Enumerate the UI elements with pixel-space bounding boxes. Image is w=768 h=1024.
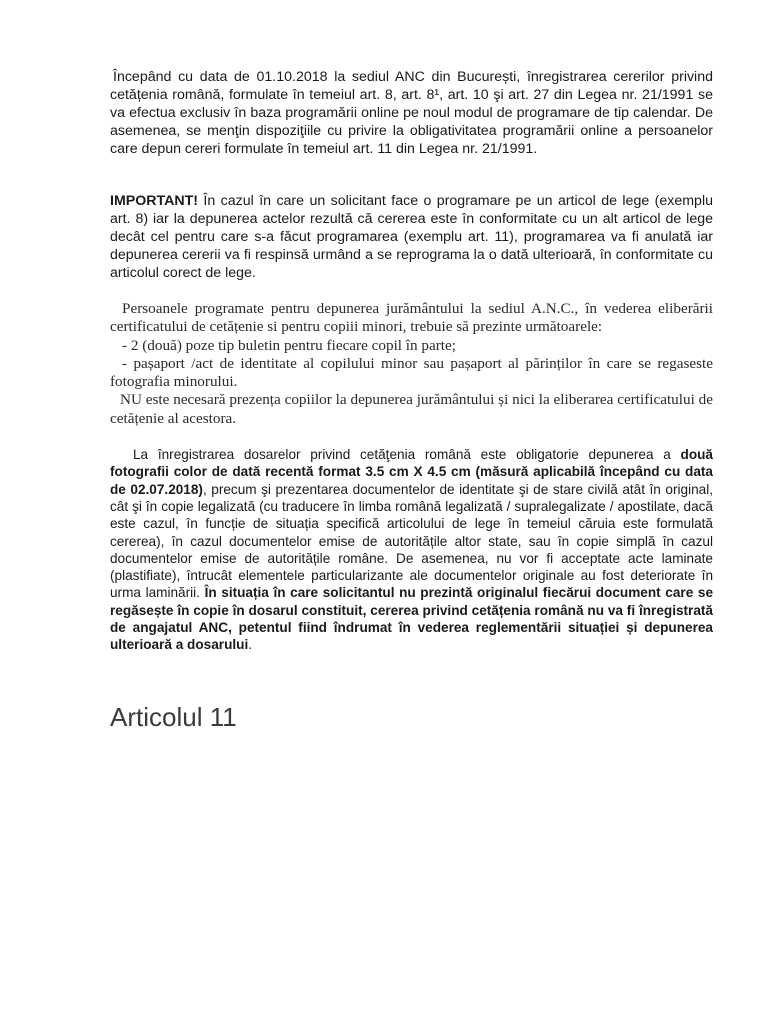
important-label: IMPORTANT! xyxy=(110,193,198,209)
paragraph-oath-requirements xyxy=(110,300,713,428)
important-text: În cazul în care un solicitant face o programare pe un articol de lege (exemplu art. 8) iar la depunerea actelor rezultă că cererea este în conformitate cu un alt articol de lege decât cel pentru care s-a făcut programarea (exemplu art. 11), programarea va fi anulată iar depunerea cererii va fi respinsă urmând a se reprograma la o dată ulterioară, în conformitate cu articolul corect de lege. xyxy=(110,193,713,281)
document-page xyxy=(110,68,713,750)
dossier-bold-photos: două fotografii color de dată recentă format 3.5 cm X 4.5 cm (măsură aplicabilă începând cu data de 02.07.2018) xyxy=(110,447,713,497)
dossier-text-2: , precum şi prezentarea documentelor de identitate şi de stare civilă atât în original, cât şi în copie legalizată (cu traducere în limba română legalizată / supralegalizate / apostilate, dacă este cazul, în funcție de situația specifică articolului de lege în temeiul căruia este formulată cererea), în cazul documentelor emise de autoritățile altor state, sau în copie simplă în cazul documentelor emise de autoritățile române. De asemenea, nu vor fi acceptate acte laminate (plastifiate), întrucât elementele particularizante ale documentelor originale au fost deteriorate în urma laminării. xyxy=(110,481,714,601)
section-heading: Articolul 11 xyxy=(110,701,237,732)
oath-intro: Persoanele programate pentru depunerea jurământului la sediul A.N.C., în vederea eliberării certificatului de cetățenie si pentru copiii minori, trebuie să prezinte următoarele: xyxy=(110,300,713,336)
oath-note: NU este necesară prezența copiilor la depunerea jurământului și nici la eliberarea certificatului de cetățenie al acestora. xyxy=(110,391,713,427)
oath-item-passport: - pașaport /act de identitate al copilului minor sau pașaport al părinților în care se regaseste fotografia minorului. xyxy=(110,354,713,391)
dossier-bold-warning: În situația în care solicitantul nu prezintă originalul fiecărui document care se regăsește în copie în dosarul constituit, cererea privind cetățenia română nu va fi înregistrată de angajatul ANC, petentul fiind îndrumat în vederea reglementării situației și depunerea ulterioară a dosarului xyxy=(110,585,713,653)
paragraph-important xyxy=(110,192,713,282)
paragraph-online-scheduling: Începând cu data de 01.10.2018 la sediul ANC din București, înregistrarea cererilor privind cetățenia română, formulate în temeiul art. 8, art. 8¹, art. 10 şi art. 27 din Legea nr. 21/1991 se va efectua exclusiv în baza programării online pe noul modul de programare de tip calendar. De asemenea, se menţin dispoziţiile cu privire la obligativitatea programării online a persoanelor care depun cereri formulate în temeiul art. 11 din Legea nr. 21/1991. xyxy=(110,69,713,157)
paragraph-dossier-registration xyxy=(110,446,713,654)
dossier-text-3: . xyxy=(248,637,253,653)
dossier-text-1: La înregistrarea dosarelor privind cetăţenia română este obligatorie depunerea a xyxy=(133,447,681,463)
oath-item-photos: - 2 (două) poze tip buletin pentru fiecare copil în parte; xyxy=(122,336,456,354)
